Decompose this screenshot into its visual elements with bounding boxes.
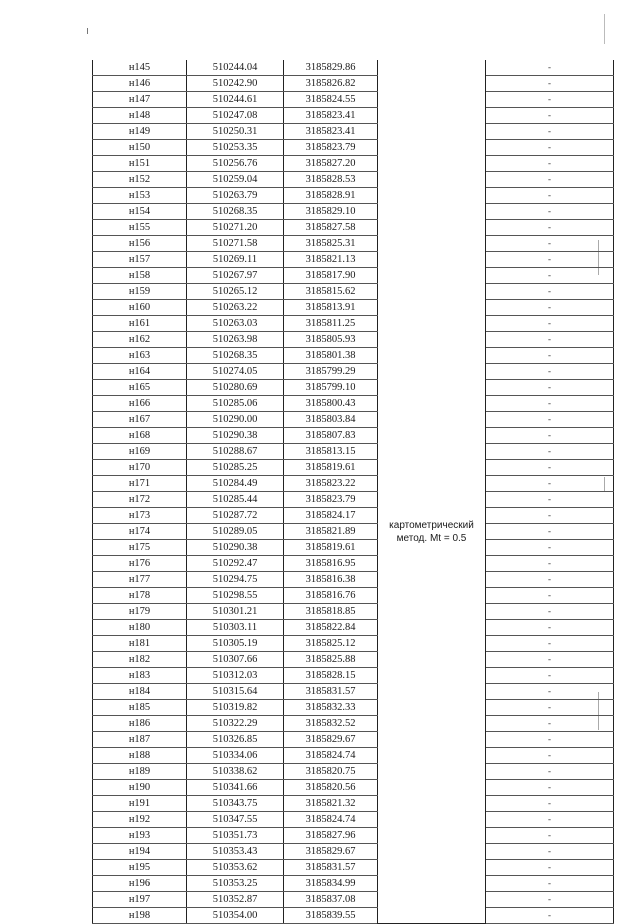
dash-cell: - (486, 732, 614, 748)
point-id-cell: н155 (93, 220, 187, 236)
x-coordinate-cell: 510353.25 (187, 876, 284, 892)
point-id-cell: н162 (93, 332, 187, 348)
point-id-cell: н183 (93, 668, 187, 684)
table-row (93, 396, 614, 412)
point-id-cell: н148 (93, 108, 187, 124)
x-coordinate-cell: 510263.79 (187, 188, 284, 204)
method-note-line2: метод. Mt = 0.5 (396, 532, 467, 544)
table-row (93, 844, 614, 860)
method-note-cell (378, 60, 486, 924)
table-row (93, 524, 614, 540)
dash-cell: - (486, 668, 614, 684)
x-coordinate-cell: 510274.05 (187, 364, 284, 380)
x-coordinate-cell: 510256.76 (187, 156, 284, 172)
y-coordinate-cell: 3185811.25 (284, 316, 378, 332)
point-id-cell: н196 (93, 876, 187, 892)
y-coordinate-cell: 3185827.20 (284, 156, 378, 172)
table-row (93, 124, 614, 140)
y-coordinate-cell: 3185829.10 (284, 204, 378, 220)
dash-cell: - (486, 860, 614, 876)
x-coordinate-cell: 510289.05 (187, 524, 284, 540)
x-coordinate-cell: 510319.82 (187, 700, 284, 716)
table-row (93, 428, 614, 444)
dash-cell: - (486, 876, 614, 892)
y-coordinate-cell: 3185825.88 (284, 652, 378, 668)
y-coordinate-cell: 3185827.96 (284, 828, 378, 844)
dash-cell: - (486, 412, 614, 428)
table-row (93, 684, 614, 700)
y-coordinate-cell: 3185839.55 (284, 908, 378, 924)
y-coordinate-cell: 3185826.82 (284, 76, 378, 92)
dash-cell: - (486, 76, 614, 92)
x-coordinate-cell: 510292.47 (187, 556, 284, 572)
dash-cell: - (486, 908, 614, 924)
table-row (93, 108, 614, 124)
point-id-cell: н152 (93, 172, 187, 188)
dash-cell: - (486, 332, 614, 348)
dash-cell: - (486, 684, 614, 700)
y-coordinate-cell: 3185807.83 (284, 428, 378, 444)
table-row (93, 412, 614, 428)
table-row (93, 700, 614, 716)
table-row (93, 444, 614, 460)
y-coordinate-cell: 3185829.67 (284, 844, 378, 860)
x-coordinate-cell: 510303.11 (187, 620, 284, 636)
dash-cell: - (486, 300, 614, 316)
point-id-cell: н187 (93, 732, 187, 748)
dash-cell: - (486, 796, 614, 812)
point-id-cell: н146 (93, 76, 187, 92)
table-row (93, 380, 614, 396)
x-coordinate-cell: 510267.97 (187, 268, 284, 284)
y-coordinate-cell: 3185800.43 (284, 396, 378, 412)
table-row (93, 172, 614, 188)
y-coordinate-cell: 3185824.17 (284, 508, 378, 524)
point-id-cell: н173 (93, 508, 187, 524)
y-coordinate-cell: 3185828.53 (284, 172, 378, 188)
table-row (93, 364, 614, 380)
point-id-cell: н164 (93, 364, 187, 380)
dash-cell: - (486, 140, 614, 156)
y-coordinate-cell: 3185813.91 (284, 300, 378, 316)
x-coordinate-cell: 510290.38 (187, 540, 284, 556)
table-row (93, 892, 614, 908)
x-coordinate-cell: 510285.06 (187, 396, 284, 412)
dash-cell: - (486, 220, 614, 236)
dash-cell: - (486, 620, 614, 636)
table-row (93, 908, 614, 924)
y-coordinate-cell: 3185821.32 (284, 796, 378, 812)
table-row (93, 716, 614, 732)
point-id-cell: н189 (93, 764, 187, 780)
dash-cell: - (486, 604, 614, 620)
y-coordinate-cell: 3185801.38 (284, 348, 378, 364)
dash-cell: - (486, 652, 614, 668)
table-row (93, 668, 614, 684)
method-note-line1: картометрический (389, 519, 474, 531)
scan-artifact-mark (87, 28, 88, 34)
point-id-cell: н194 (93, 844, 187, 860)
dash-cell: - (486, 316, 614, 332)
dash-cell: - (486, 588, 614, 604)
x-coordinate-cell: 510263.03 (187, 316, 284, 332)
point-id-cell: н154 (93, 204, 187, 220)
table-row (93, 140, 614, 156)
y-coordinate-cell: 3185824.74 (284, 812, 378, 828)
x-coordinate-cell: 510265.12 (187, 284, 284, 300)
dash-cell: - (486, 428, 614, 444)
dash-cell: - (486, 636, 614, 652)
point-id-cell: н166 (93, 396, 187, 412)
table-row (93, 540, 614, 556)
x-coordinate-cell: 510250.31 (187, 124, 284, 140)
table-row (93, 828, 614, 844)
dash-cell: - (486, 748, 614, 764)
y-coordinate-cell: 3185823.22 (284, 476, 378, 492)
y-coordinate-cell: 3185834.99 (284, 876, 378, 892)
table-row (93, 268, 614, 284)
y-coordinate-cell: 3185799.29 (284, 364, 378, 380)
point-id-cell: н151 (93, 156, 187, 172)
table-row (93, 508, 614, 524)
point-id-cell: н176 (93, 556, 187, 572)
point-id-cell: н179 (93, 604, 187, 620)
dash-cell: - (486, 716, 614, 732)
x-coordinate-cell: 510247.08 (187, 108, 284, 124)
dash-cell: - (486, 508, 614, 524)
dash-cell: - (486, 492, 614, 508)
x-coordinate-cell: 510268.35 (187, 348, 284, 364)
x-coordinate-cell: 510294.75 (187, 572, 284, 588)
table-row (93, 732, 614, 748)
x-coordinate-cell: 510326.85 (187, 732, 284, 748)
x-coordinate-cell: 510298.55 (187, 588, 284, 604)
x-coordinate-cell: 510263.22 (187, 300, 284, 316)
table-row (93, 188, 614, 204)
x-coordinate-cell: 510253.35 (187, 140, 284, 156)
y-coordinate-cell: 3185816.95 (284, 556, 378, 572)
dash-cell: - (486, 396, 614, 412)
point-id-cell: н175 (93, 540, 187, 556)
y-coordinate-cell: 3185837.08 (284, 892, 378, 908)
y-coordinate-cell: 3185823.41 (284, 124, 378, 140)
y-coordinate-cell: 3185828.15 (284, 668, 378, 684)
y-coordinate-cell: 3185825.31 (284, 236, 378, 252)
y-coordinate-cell: 3185799.10 (284, 380, 378, 396)
point-id-cell: н195 (93, 860, 187, 876)
x-coordinate-cell: 510271.58 (187, 236, 284, 252)
x-coordinate-cell: 510288.67 (187, 444, 284, 460)
x-coordinate-cell: 510351.73 (187, 828, 284, 844)
x-coordinate-cell: 510305.19 (187, 636, 284, 652)
point-id-cell: н149 (93, 124, 187, 140)
point-id-cell: н198 (93, 908, 187, 924)
y-coordinate-cell: 3185816.76 (284, 588, 378, 604)
dash-cell: - (486, 556, 614, 572)
y-coordinate-cell: 3185820.75 (284, 764, 378, 780)
y-coordinate-cell: 3185823.79 (284, 492, 378, 508)
x-coordinate-cell: 510280.69 (187, 380, 284, 396)
point-id-cell: н157 (93, 252, 187, 268)
x-coordinate-cell: 510285.25 (187, 460, 284, 476)
dash-cell: - (486, 828, 614, 844)
y-coordinate-cell: 3185815.62 (284, 284, 378, 300)
table-row (93, 460, 614, 476)
y-coordinate-cell: 3185831.57 (284, 860, 378, 876)
x-coordinate-cell: 510263.98 (187, 332, 284, 348)
table-row (93, 476, 614, 492)
y-coordinate-cell: 3185824.55 (284, 92, 378, 108)
coordinates-table-body (93, 60, 614, 924)
table-row (93, 492, 614, 508)
x-coordinate-cell: 510259.04 (187, 172, 284, 188)
table-row (93, 748, 614, 764)
dash-cell: - (486, 572, 614, 588)
dash-cell: - (486, 476, 614, 492)
dash-cell: - (486, 444, 614, 460)
y-coordinate-cell: 3185825.12 (284, 636, 378, 652)
x-coordinate-cell: 510285.44 (187, 492, 284, 508)
x-coordinate-cell: 510341.66 (187, 780, 284, 796)
point-id-cell: н169 (93, 444, 187, 460)
dash-cell: - (486, 764, 614, 780)
y-coordinate-cell: 3185827.58 (284, 220, 378, 236)
table-row (93, 764, 614, 780)
dash-cell: - (486, 540, 614, 556)
table-row (93, 220, 614, 236)
table-row (93, 348, 614, 364)
y-coordinate-cell: 3185819.61 (284, 460, 378, 476)
point-id-cell: н192 (93, 812, 187, 828)
dash-cell: - (486, 188, 614, 204)
dash-cell: - (486, 252, 614, 268)
y-coordinate-cell: 3185823.41 (284, 108, 378, 124)
x-coordinate-cell: 510352.87 (187, 892, 284, 908)
point-id-cell: н177 (93, 572, 187, 588)
y-coordinate-cell: 3185820.56 (284, 780, 378, 796)
table-row (93, 284, 614, 300)
x-coordinate-cell: 510338.62 (187, 764, 284, 780)
scan-artifact-mark (604, 14, 605, 44)
dash-cell: - (486, 284, 614, 300)
point-id-cell: н174 (93, 524, 187, 540)
point-id-cell: н197 (93, 892, 187, 908)
point-id-cell: н171 (93, 476, 187, 492)
table-row (93, 604, 614, 620)
dash-cell: - (486, 844, 614, 860)
dash-cell: - (486, 348, 614, 364)
y-coordinate-cell: 3185831.57 (284, 684, 378, 700)
dash-cell: - (486, 124, 614, 140)
dash-cell: - (486, 268, 614, 284)
table-row (93, 636, 614, 652)
y-coordinate-cell: 3185817.90 (284, 268, 378, 284)
table-row (93, 652, 614, 668)
y-coordinate-cell: 3185832.33 (284, 700, 378, 716)
x-coordinate-cell: 510354.00 (187, 908, 284, 924)
x-coordinate-cell: 510268.35 (187, 204, 284, 220)
point-id-cell: н153 (93, 188, 187, 204)
dash-cell: - (486, 204, 614, 220)
y-coordinate-cell: 3185816.38 (284, 572, 378, 588)
x-coordinate-cell: 510244.61 (187, 92, 284, 108)
point-id-cell: н172 (93, 492, 187, 508)
point-id-cell: н188 (93, 748, 187, 764)
dash-cell: - (486, 364, 614, 380)
coordinates-table (92, 60, 614, 924)
table-row (93, 332, 614, 348)
y-coordinate-cell: 3185824.74 (284, 748, 378, 764)
point-id-cell: н150 (93, 140, 187, 156)
dash-cell: - (486, 156, 614, 172)
point-id-cell: н160 (93, 300, 187, 316)
table-row (93, 780, 614, 796)
x-coordinate-cell: 510353.43 (187, 844, 284, 860)
x-coordinate-cell: 510290.38 (187, 428, 284, 444)
point-id-cell: н184 (93, 684, 187, 700)
y-coordinate-cell: 3185829.86 (284, 60, 378, 76)
point-id-cell: н180 (93, 620, 187, 636)
x-coordinate-cell: 510343.75 (187, 796, 284, 812)
x-coordinate-cell: 510290.00 (187, 412, 284, 428)
point-id-cell: н185 (93, 700, 187, 716)
point-id-cell: н186 (93, 716, 187, 732)
y-coordinate-cell: 3185822.84 (284, 620, 378, 636)
point-id-cell: н158 (93, 268, 187, 284)
x-coordinate-cell: 510242.90 (187, 76, 284, 92)
point-id-cell: н156 (93, 236, 187, 252)
table-row (93, 588, 614, 604)
table-row (93, 300, 614, 316)
dash-cell: - (486, 236, 614, 252)
x-coordinate-cell: 510307.66 (187, 652, 284, 668)
dash-cell: - (486, 92, 614, 108)
y-coordinate-cell: 3185805.93 (284, 332, 378, 348)
table-row (93, 572, 614, 588)
dash-cell: - (486, 108, 614, 124)
point-id-cell: н182 (93, 652, 187, 668)
y-coordinate-cell: 3185818.85 (284, 604, 378, 620)
y-coordinate-cell: 3185803.84 (284, 412, 378, 428)
x-coordinate-cell: 510284.49 (187, 476, 284, 492)
dash-cell: - (486, 780, 614, 796)
x-coordinate-cell: 510353.62 (187, 860, 284, 876)
dash-cell: - (486, 700, 614, 716)
point-id-cell: н170 (93, 460, 187, 476)
table-row (93, 860, 614, 876)
table-row (93, 796, 614, 812)
dash-cell: - (486, 172, 614, 188)
dash-cell: - (486, 60, 614, 76)
point-id-cell: н165 (93, 380, 187, 396)
x-coordinate-cell: 510347.55 (187, 812, 284, 828)
dash-cell: - (486, 380, 614, 396)
y-coordinate-cell: 3185821.13 (284, 252, 378, 268)
table-row (93, 812, 614, 828)
point-id-cell: н159 (93, 284, 187, 300)
point-id-cell: н163 (93, 348, 187, 364)
table-row (93, 316, 614, 332)
y-coordinate-cell: 3185828.91 (284, 188, 378, 204)
x-coordinate-cell: 510271.20 (187, 220, 284, 236)
y-coordinate-cell: 3185819.61 (284, 540, 378, 556)
point-id-cell: н168 (93, 428, 187, 444)
y-coordinate-cell: 3185821.89 (284, 524, 378, 540)
point-id-cell: н145 (93, 60, 187, 76)
x-coordinate-cell: 510315.64 (187, 684, 284, 700)
point-id-cell: н167 (93, 412, 187, 428)
table-row (93, 156, 614, 172)
point-id-cell: н178 (93, 588, 187, 604)
point-id-cell: н147 (93, 92, 187, 108)
y-coordinate-cell: 3185823.79 (284, 140, 378, 156)
point-id-cell: н193 (93, 828, 187, 844)
x-coordinate-cell: 510269.11 (187, 252, 284, 268)
y-coordinate-cell: 3185813.15 (284, 444, 378, 460)
point-id-cell: н191 (93, 796, 187, 812)
table-row (93, 556, 614, 572)
x-coordinate-cell: 510244.04 (187, 60, 284, 76)
point-id-cell: н190 (93, 780, 187, 796)
dash-cell: - (486, 812, 614, 828)
table-row (93, 76, 614, 92)
point-id-cell: н181 (93, 636, 187, 652)
dash-cell: - (486, 524, 614, 540)
x-coordinate-cell: 510287.72 (187, 508, 284, 524)
y-coordinate-cell: 3185832.52 (284, 716, 378, 732)
dash-cell: - (486, 460, 614, 476)
table-row (93, 252, 614, 268)
x-coordinate-cell: 510322.29 (187, 716, 284, 732)
point-id-cell: н161 (93, 316, 187, 332)
x-coordinate-cell: 510301.21 (187, 604, 284, 620)
x-coordinate-cell: 510312.03 (187, 668, 284, 684)
x-coordinate-cell: 510334.06 (187, 748, 284, 764)
y-coordinate-cell: 3185829.67 (284, 732, 378, 748)
table-row (93, 876, 614, 892)
table-row (93, 92, 614, 108)
table-row (93, 60, 614, 76)
table-row (93, 620, 614, 636)
dash-cell: - (486, 892, 614, 908)
table-row (93, 236, 614, 252)
table-row (93, 204, 614, 220)
